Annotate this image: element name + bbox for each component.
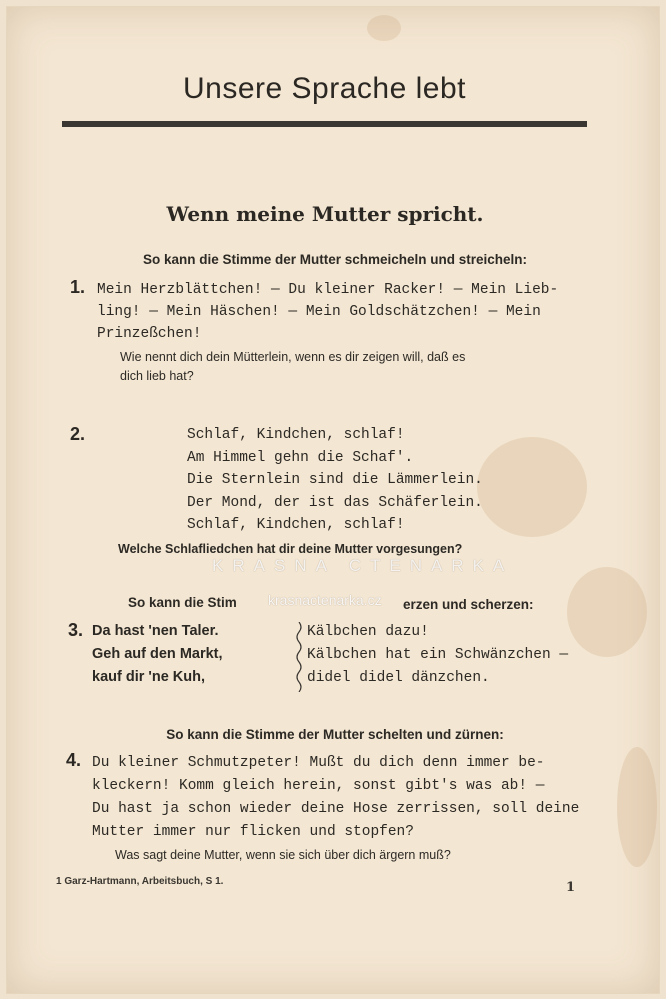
- rhyme-right-line: Kälbchen dazu!: [307, 624, 429, 640]
- rhyme-left-line: kauf dir 'ne Kuh,: [92, 669, 206, 685]
- rhyme-right-line: didel didel dänzchen.: [307, 670, 490, 686]
- item4-line: Du hast ja schon wieder deine Hose zerrissen, soll deine: [92, 801, 580, 817]
- rhyme-right-column: [307, 621, 568, 690]
- section-heading-1: So kann die Stimme der Mutter schmeicheln und streicheln:: [142, 252, 528, 267]
- page-number: 1: [566, 880, 576, 895]
- footer-signature: 1 Garz-Hartmann, Arbeitsbuch, S 1.: [56, 876, 224, 887]
- wavy-separator: [294, 622, 304, 692]
- rhyme-right-line: Kälbchen hat ein Schwänzchen —: [307, 647, 569, 663]
- item4-line: Mutter immer nur flicken und stopfen?: [92, 824, 414, 840]
- title-rule: [62, 121, 587, 127]
- item2-question: Welche Schlafliedchen hat dir deine Mutter vorgesungen?: [118, 542, 463, 556]
- item1-question: [120, 348, 590, 386]
- verse-line: Schlaf, Kindchen, schlaf!: [187, 427, 405, 443]
- item1-question-line: dich lieb hat?: [120, 369, 194, 383]
- verse-line: Schlaf, Kindchen, schlaf!: [187, 517, 405, 533]
- item4-question: Was sagt deine Mutter, wenn sie sich über dich ärgern muß?: [115, 848, 451, 862]
- item-number-4: 4.: [66, 750, 82, 770]
- item1-line: Prinzeßchen!: [97, 326, 202, 342]
- item-number-1: 1.: [70, 277, 86, 297]
- lullaby-verse: [187, 424, 483, 537]
- item1-text: [97, 279, 585, 345]
- rhyme-left-column: [92, 620, 223, 689]
- item-number-3: 3.: [68, 620, 84, 640]
- item-number-2: 2.: [70, 424, 86, 444]
- item4-text: [92, 752, 579, 844]
- verse-line: Am Himmel gehn die Schaf'.: [187, 449, 414, 466]
- page-title: Unsere Sprache lebt: [183, 72, 466, 105]
- item4-line: kleckern! Komm gleich herein, sonst gibt's was ab! —: [92, 778, 545, 794]
- chapter-heading: Wenn meine Mutter spricht.: [166, 202, 484, 226]
- rhyme-left-line: Da hast 'nen Taler.: [92, 623, 219, 639]
- verse-line: Die Sternlein sind die Lämmerlein.: [187, 472, 483, 488]
- item1-line: ling! — Mein Häschen! — Mein Goldschätzchen! — Mein: [97, 304, 541, 320]
- section-heading-2-end: erzen und scherzen:: [403, 597, 534, 612]
- section-heading-2-start: So kann die Stim: [128, 595, 237, 610]
- verse-line: Der Mond, der ist das Schäferlein.: [187, 494, 483, 511]
- watermark-logo: KRASNA CTENARKA: [212, 556, 514, 575]
- rhyme-left-line: Geh auf den Markt,: [92, 646, 223, 662]
- watermark-url: krasnactenarka.cz: [268, 592, 382, 608]
- item1-line: Mein Herzblättchen! — Du kleiner Racker! — Mein Lieb-: [97, 282, 559, 298]
- section-heading-3: So kann die Stimme der Mutter schelten und zürnen:: [166, 727, 504, 742]
- item1-question-line: Wie nennt dich dein Mütterlein, wenn es dir zeigen will, daß es: [120, 350, 466, 364]
- item4-line: Du kleiner Schmutzpeter! Mußt du dich denn immer be-: [92, 755, 545, 771]
